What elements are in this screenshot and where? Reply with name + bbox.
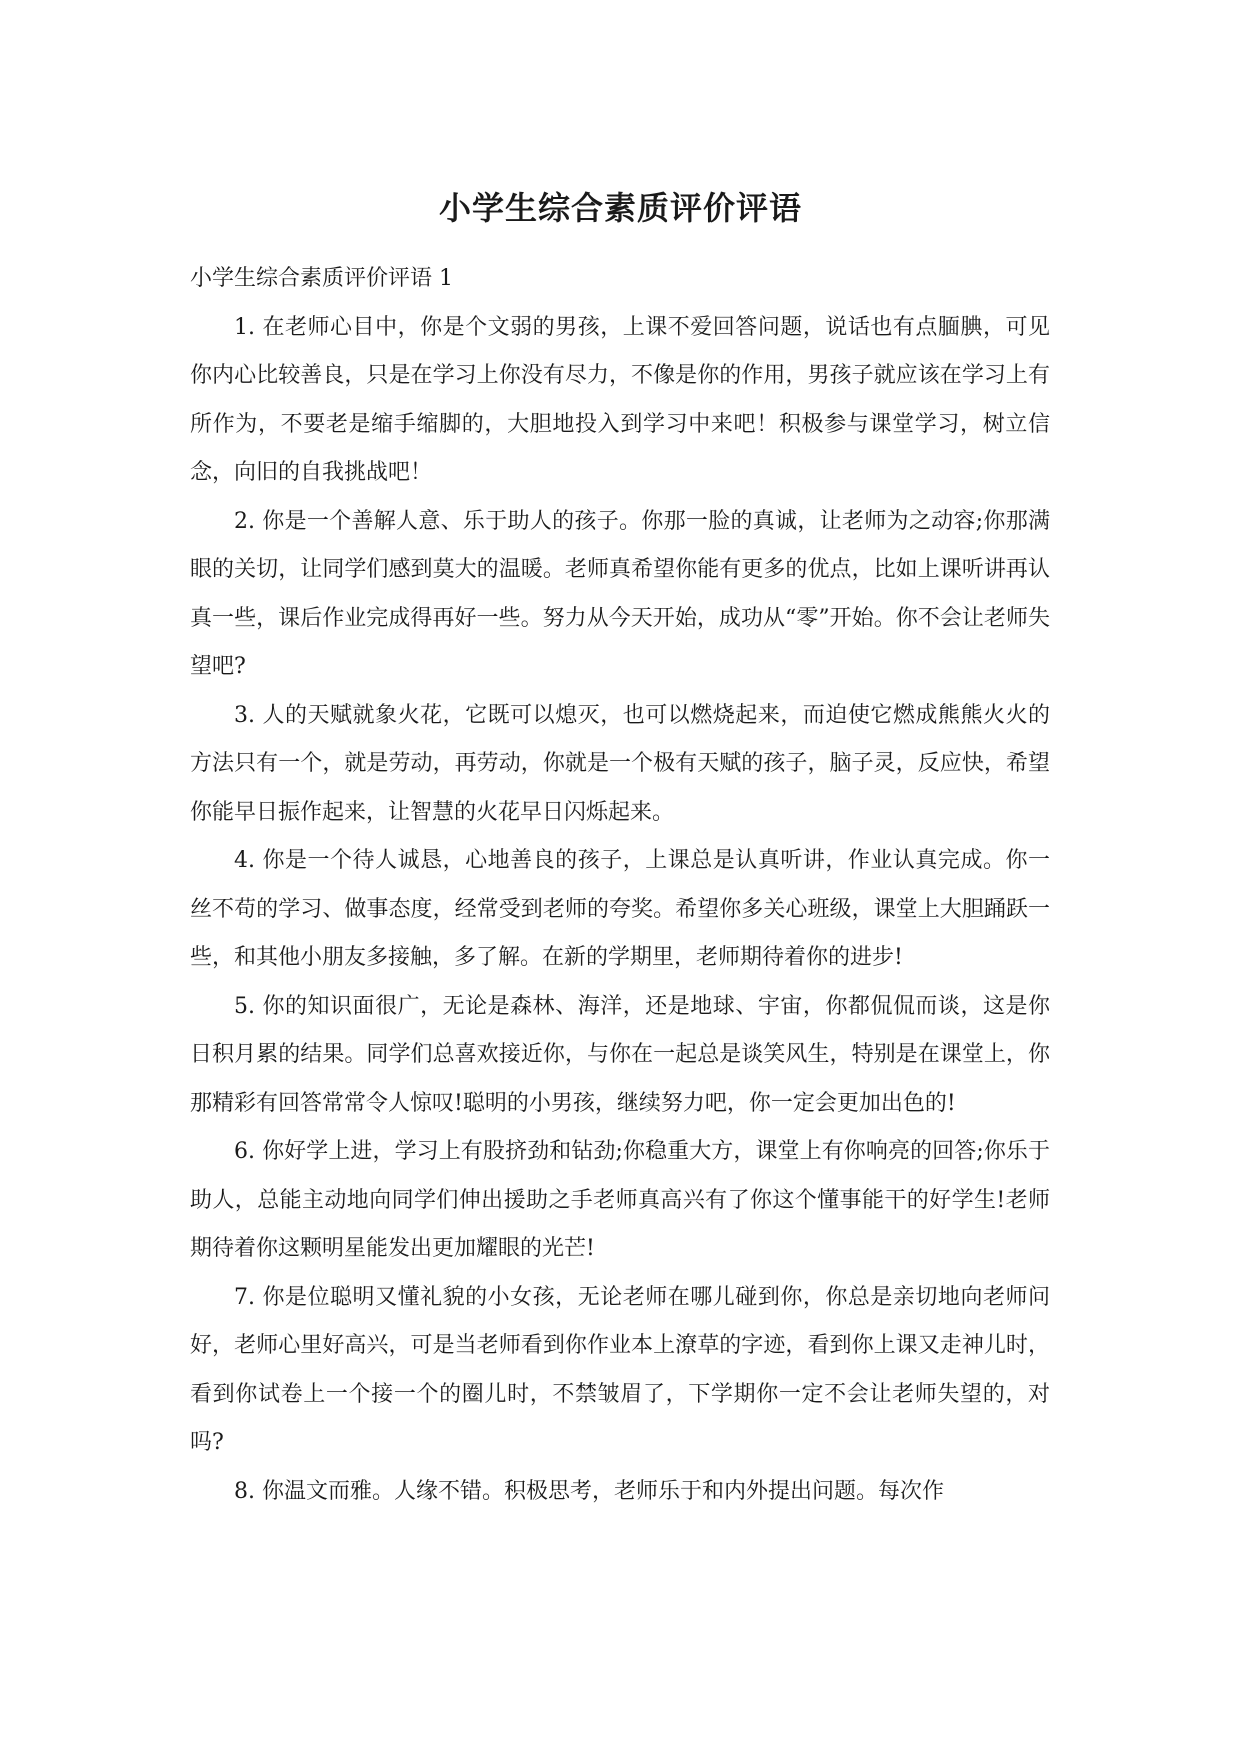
comment-paragraph-6: 6. 你好学上进，学习上有股挤劲和钻劲;你稳重大方，课堂上有你响亮的回答;你乐于助人，总能主动地向同学们伸出援助之手老师真高兴有了你这个懂事能干的好学生!老师期待着你这颗明星能发出更加耀眼的光芒! [190, 1139, 1050, 1261]
comment-paragraph-4: 4. 你是一个待人诚恳，心地善良的孩子，上课总是认真听讲，作业认真完成。你一丝不苟的学习、做事态度，经常受到老师的夸奖。希望你多关心班级，课堂上大胆踊跃一些，和其他小朋友多接触，多了解。在新的学期里，老师期待着你的进步! [190, 848, 1050, 970]
comment-paragraph-7: 7. 你是位聪明又懂礼貌的小女孩，无论老师在哪儿碰到你，你总是亲切地向老师问好，老师心里好高兴，可是当老师看到你作业本上潦草的字迹，看到你上课又走神儿时，看到你试卷上一个接一个的圈儿时，不禁皱眉了，下学期你一定不会让老师失望的，对吗? [190, 1284, 1050, 1455]
section-heading: 小学生综合素质评价评语 1 [190, 266, 453, 291]
document-title: 小学生综合素质评价评语 [438, 189, 802, 227]
comment-paragraph-2: 2. 你是一个善解人意、乐于助人的孩子。你那一脸的真诚，让老师为之动容;你那满眼的关切，让同学们感到莫大的温暖。老师真希望你能有更多的优点，比如上课听讲再认真一些，课后作业完成得再好一些。努力从今天开始，成功从“零”开始。你不会让老师失望吧? [190, 508, 1050, 679]
comment-paragraph-5: 5. 你的知识面很广，无论是森林、海洋，还是地球、宇宙，你都侃侃而谈，这是你日积月累的结果。同学们总喜欢接近你，与你在一起总是谈笑风生，特别是在课堂上，你那精彩有回答常常令人惊叹!聪明的小男孩，继续努力吧，你一定会更加出色的! [190, 993, 1050, 1116]
comment-paragraph-3: 3. 人的天赋就象火花，它既可以熄灭，也可以燃烧起来，而迫使它燃成熊熊火火的方法只有一个，就是劳动，再劳动，你就是一个极有天赋的孩子，脑子灵，反应快，希望你能早日振作起来，让智慧的火花早日闪烁起来。 [190, 702, 1050, 825]
comment-paragraph-8: 8. 你温文而雅。人缘不错。积极思考，老师乐于和内外提出问题。每次作 [234, 1478, 944, 1504]
comment-paragraph-1: 1. 在老师心目中，你是个文弱的男孩，上课不爱回答问题，说话也有点腼腆，可见你内心比较善良，只是在学习上你没有尽力，不像是你的作用，男孩子就应该在学习上有所作为，不要老是缩手缩脚的，大胆地投入到学习中来吧！积极参与课堂学习，树立信念，向旧的自我挑战吧！ [190, 314, 1050, 485]
document-body [190, 255, 1050, 1516]
